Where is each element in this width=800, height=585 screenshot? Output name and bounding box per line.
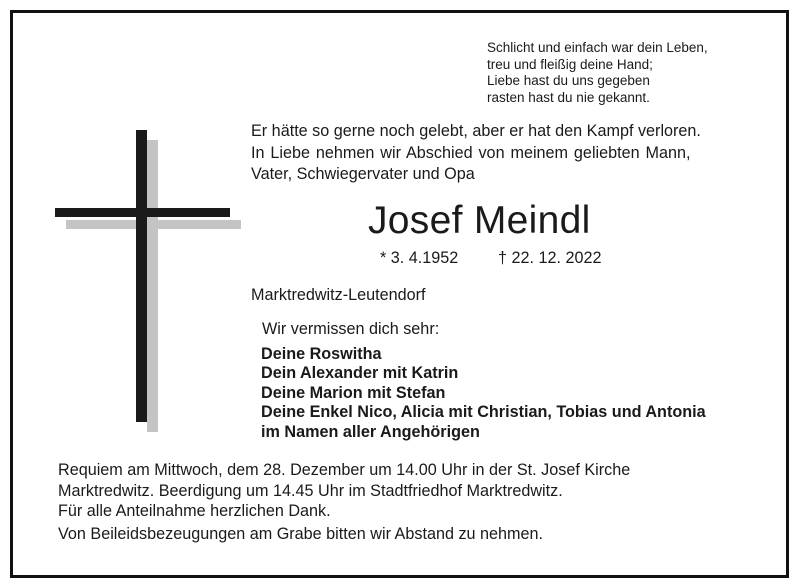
condolence-note: Von Beileidsbezeugungen am Grabe bitten wir Abstand zu nehmen. (58, 525, 544, 543)
cross-horizontal-bar (55, 208, 230, 217)
service-line: Requiem am Mittwoch, dem 28. Dezember um 14.00 Uhr in der St. Josef Kirche (58, 461, 631, 479)
intro-line: Vater, Schwiegervater und Opa (251, 165, 475, 183)
cross-vertical-bar (136, 130, 147, 422)
poem-line: rasten hast du nie gekannt. (487, 89, 650, 105)
intro-text (251, 121, 701, 186)
mourners-heading: Wir vermissen dich sehr: (262, 320, 440, 338)
residence: Marktredwitz-Leutendorf (251, 286, 426, 304)
poem (487, 40, 708, 106)
service-line: Marktredwitz. Beerdigung um 14.45 Uhr im Stadtfriedhof Marktredwitz. (58, 481, 563, 500)
mourner-name: im Namen aller Angehörigen (261, 422, 480, 441)
mourner-name: Deine Roswitha (261, 345, 382, 363)
poem-line: treu und fleißig deine Hand; (487, 56, 653, 72)
mourners-list (261, 345, 706, 442)
cross-icon (50, 125, 250, 440)
poem-line: Schlicht und einfach war dein Leben, (487, 40, 708, 55)
cross-shadow-horizontal (66, 220, 241, 229)
mourner-name: Dein Alexander mit Katrin (261, 364, 459, 383)
death-date: † 22. 12. 2022 (498, 249, 602, 267)
intro-line: In Liebe nehmen wir Abschied von meinem geliebten Mann, (251, 143, 691, 162)
poem-line: Liebe hast du uns gegeben (487, 73, 650, 89)
thanks-note: Für alle Anteilnahme herzlichen Dank. (58, 502, 331, 520)
cross-shadow-vertical (147, 140, 158, 432)
mourner-name: Deine Enkel Nico, Alicia mit Christian, Tobias und Antonia (261, 403, 706, 422)
service-info (58, 460, 630, 501)
birth-date: * 3. 4.1952 (380, 249, 459, 267)
intro-line: Er hätte so gerne noch gelebt, aber er hat den Kampf verloren. (251, 122, 701, 140)
mourner-name: Deine Marion mit Stefan (261, 383, 446, 402)
deceased-name: Josef Meindl (368, 199, 591, 242)
